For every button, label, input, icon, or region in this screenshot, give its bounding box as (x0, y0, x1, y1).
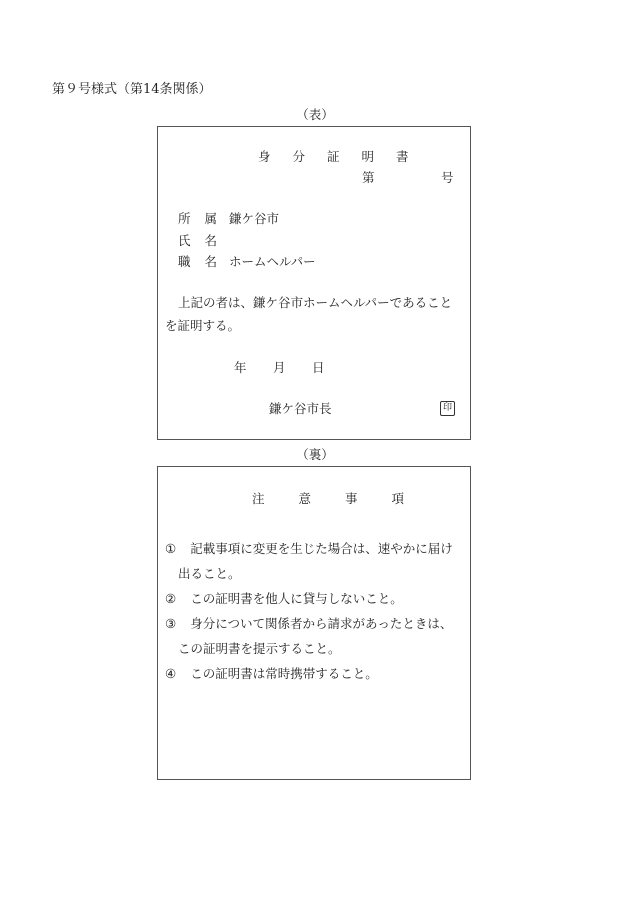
field-position (178, 252, 316, 270)
back-title-char: 項 (391, 491, 404, 506)
position-value: ホームヘルパー (229, 254, 316, 269)
front-panel (157, 126, 471, 440)
note-text-continued: この証明書を提示すること。 (178, 641, 341, 656)
note-item (165, 539, 453, 557)
front-title (258, 147, 408, 165)
issuer-name: 鎌ケ谷市長 (269, 401, 332, 416)
seal-icon: 印 (440, 401, 455, 416)
date-day: 日 (312, 360, 325, 375)
note-text: この証明書を他人に貸与しないこと。 (190, 591, 403, 606)
front-title-char: 身 (258, 149, 271, 164)
note-text: この証明書は常時携帯すること。 (190, 666, 378, 681)
back-title-char: 事 (344, 491, 358, 506)
date-year: 年 (234, 360, 247, 375)
note-text: 身分について関係者から請求があったときは、 (190, 616, 453, 631)
date-month: 月 (273, 360, 286, 375)
certification-statement-line1: 上記の者は、鎌ケ谷市ホームヘルパーであること (178, 295, 453, 310)
field-label-char: 氏 (178, 233, 191, 248)
note-text: 記載事項に変更を生じた場合は、速やかに届け (190, 541, 453, 556)
front-title-char: 分 (292, 149, 305, 164)
note-number: ① (165, 541, 177, 556)
certification-statement-line2: を証明する。 (165, 318, 241, 333)
field-label-char: 職 (178, 254, 191, 269)
seal-mark (440, 398, 455, 416)
note-item (165, 589, 403, 607)
form-number-title: 第９号様式（第14条関係） (52, 82, 212, 97)
affiliation-value: 鎌ケ谷市 (229, 211, 280, 226)
field-label-char: 名 (204, 254, 218, 269)
front-title-char: 証 (326, 149, 340, 164)
field-affiliation (178, 209, 279, 227)
note-number: ② (165, 591, 177, 606)
back-title (252, 489, 404, 507)
field-label-char: 属 (204, 211, 218, 226)
field-label-char: 名 (204, 233, 218, 248)
field-name (178, 231, 229, 249)
note-item (165, 614, 452, 632)
front-side-label: （表） (296, 107, 334, 122)
note-number: ④ (165, 666, 177, 681)
front-title-char: 明 (361, 149, 374, 164)
certificate-number-suffix: 号 (441, 170, 454, 185)
field-label-char: 所 (178, 211, 191, 226)
note-item (165, 664, 378, 682)
back-title-char: 意 (298, 491, 311, 506)
front-title-char: 書 (395, 149, 409, 164)
back-title-char: 注 (252, 491, 265, 506)
back-panel (157, 466, 471, 780)
note-number: ③ (165, 616, 177, 631)
note-text-continued: 出ること。 (178, 566, 241, 581)
back-side-label: （裏） (296, 447, 334, 462)
certificate-number-prefix: 第 (362, 170, 375, 185)
